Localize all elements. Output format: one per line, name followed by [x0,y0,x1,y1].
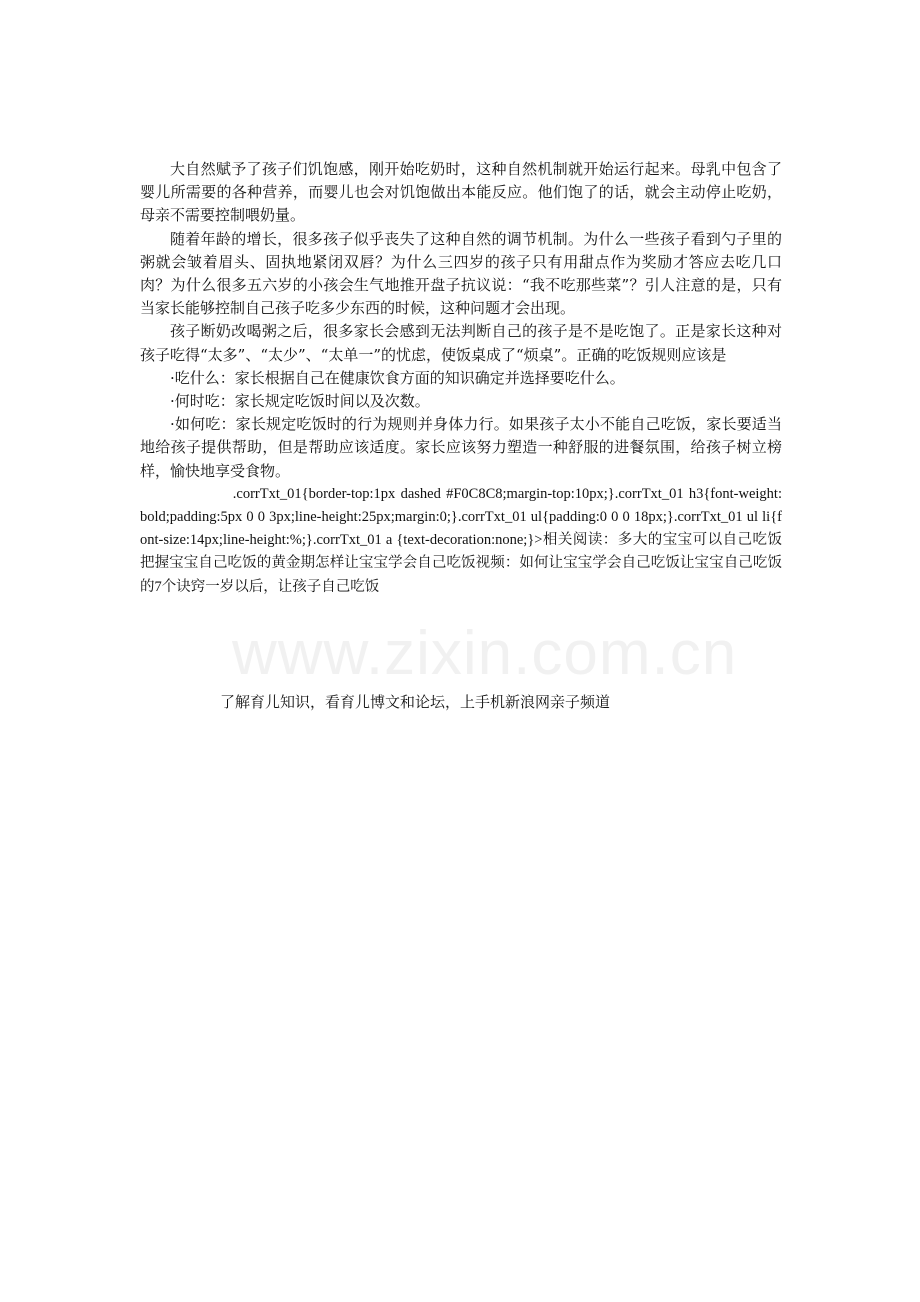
rule-how-to-eat: ·如何吃：家长规定吃饭时的行为规则并身体力行。如果孩子太小不能自己吃饭，家长要适当地给孩子提供帮助，但是帮助应该适度。家长应该努力塑造一种舒服的进餐氛围，给孩子树立榜样，愉快地享受食物。 [140,415,782,480]
paragraph-1: 大自然赋予了孩子们饥饱感，刚开始吃奶时，这种自然机制就开始运行起来。母乳中包含了婴儿所需要的各种营养，而婴儿也会对饥饱做出本能反应。他们饱了的话，就会主动停止吃奶，母亲不需要控制喂奶量。 [140,160,782,225]
footer-promo: 了解育儿知识，看育儿博文和论坛，上手机新浪网亲子频道 [220,693,611,711]
paragraph-2: 随着年龄的增长，很多孩子似乎丧失了这种自然的调节机制。为什么一些孩子看到勺子里的粥就会皱着眉头、固执地紧闭双唇？为什么三四岁的孩子只有用甜点作为奖励才答应去吃几口肉？为什么很多五六岁的小孩会生气地推开盘子抗议说：“我不吃那些菜”？引人注意的是，只有当家长能够控制自己孩子吃多少东西的时候，这种问题才会出现。 [140,229,782,318]
paragraph-3: 孩子断奶改喝粥之后，很多家长会感到无法判断自己的孩子是不是吃饱了。正是家长这种对孩子吃得“太多”、“太少”、“太单一”的忧虑，使饭桌成了“烦桌”。正确的吃饭规则应该是 [140,322,782,364]
rule-when-to-eat: ·何时吃：家长规定吃饭时间以及次数。 [170,392,430,411]
watermark: www.zixin.com.cn [232,619,738,688]
article-body [140,158,782,599]
css-and-related-reading: .corrTxt_01{border-top:1px dashed #F0C8C8;margin-top:10px;}.corrTxt_01 h3{font-weight:bold;padding:5px 0 0 3px;line-height:25px;margin:0;}.corrTxt_01 ul{padding:0 0 0 18px;}.corrTxt_01 ul li{font-size:14px;line-height:%;}.corrTxt_01 a {text-decoration:none;}>相关阅读：多大的宝宝可以自己吃饭把握宝宝自己吃饭的黄金期怎样让宝宝学会自己吃饭视频：如何让宝宝学会自己吃饭让宝宝自己吃饭的7个诀窍一岁以后，让孩子自己吃饭 [140,485,782,595]
rule-what-to-eat: ·吃什么：家长根据自己在健康饮食方面的知识确定并选择要吃什么。 [170,368,625,387]
